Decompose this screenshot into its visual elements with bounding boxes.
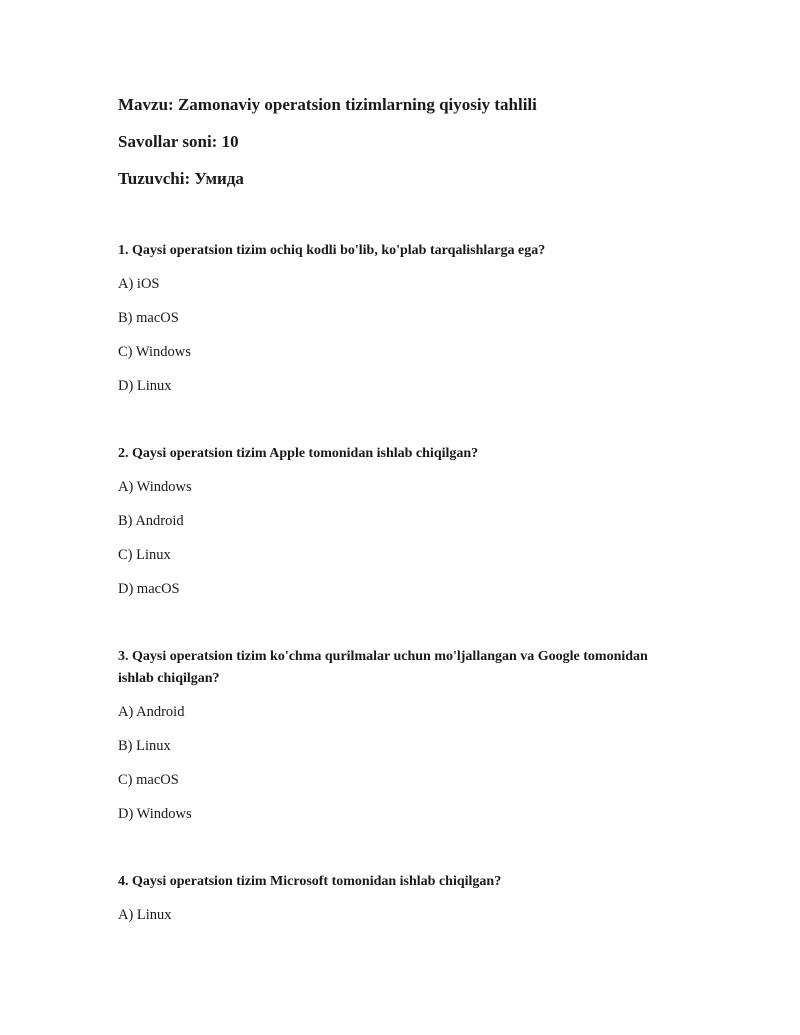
answer-option-b: B) Android — [118, 513, 184, 529]
topic-title: Mavzu: Zamonaviy operatsion tizimlarning qiyosiy tahlili — [118, 95, 537, 114]
answer-option-c: C) Windows — [118, 344, 191, 360]
answer-option-a: A) Linux — [118, 907, 172, 923]
author-line: Tuzuvchi: Умида — [118, 169, 244, 188]
document-page — [118, 94, 678, 972]
question-3 — [118, 646, 678, 825]
answer-option-c: C) macOS — [118, 772, 179, 788]
answer-option-d: D) Windows — [118, 806, 192, 822]
question-text: 2. Qaysi operatsion tizim Apple tomonidan ishlab chiqilgan? — [118, 446, 479, 461]
answer-option-b: B) Linux — [118, 738, 171, 754]
answer-option-b: B) macOS — [118, 310, 179, 326]
answer-option-d: D) Linux — [118, 378, 172, 394]
question-1 — [118, 240, 678, 397]
answer-option-a: A) Windows — [118, 479, 192, 495]
answer-option-a: A) Android — [118, 704, 185, 720]
answer-option-d: D) macOS — [118, 581, 180, 597]
answer-option-a: A) iOS — [118, 276, 160, 292]
question-count: Savollar soni: 10 — [118, 132, 239, 151]
question-text: 1. Qaysi operatsion tizim ochiq kodli bo'lib, ko'plab tarqalishlarga ega? — [118, 243, 546, 258]
question-text: 3. Qaysi operatsion tizim ko'chma qurilmalar uchun mo'ljallangan va Google tomonidan ishlab chiqilgan? — [118, 649, 648, 686]
question-4 — [118, 871, 678, 926]
question-text: 4. Qaysi operatsion tizim Microsoft tomonidan ishlab chiqilgan? — [118, 874, 502, 889]
question-2 — [118, 443, 678, 600]
answer-option-c: C) Linux — [118, 547, 171, 563]
